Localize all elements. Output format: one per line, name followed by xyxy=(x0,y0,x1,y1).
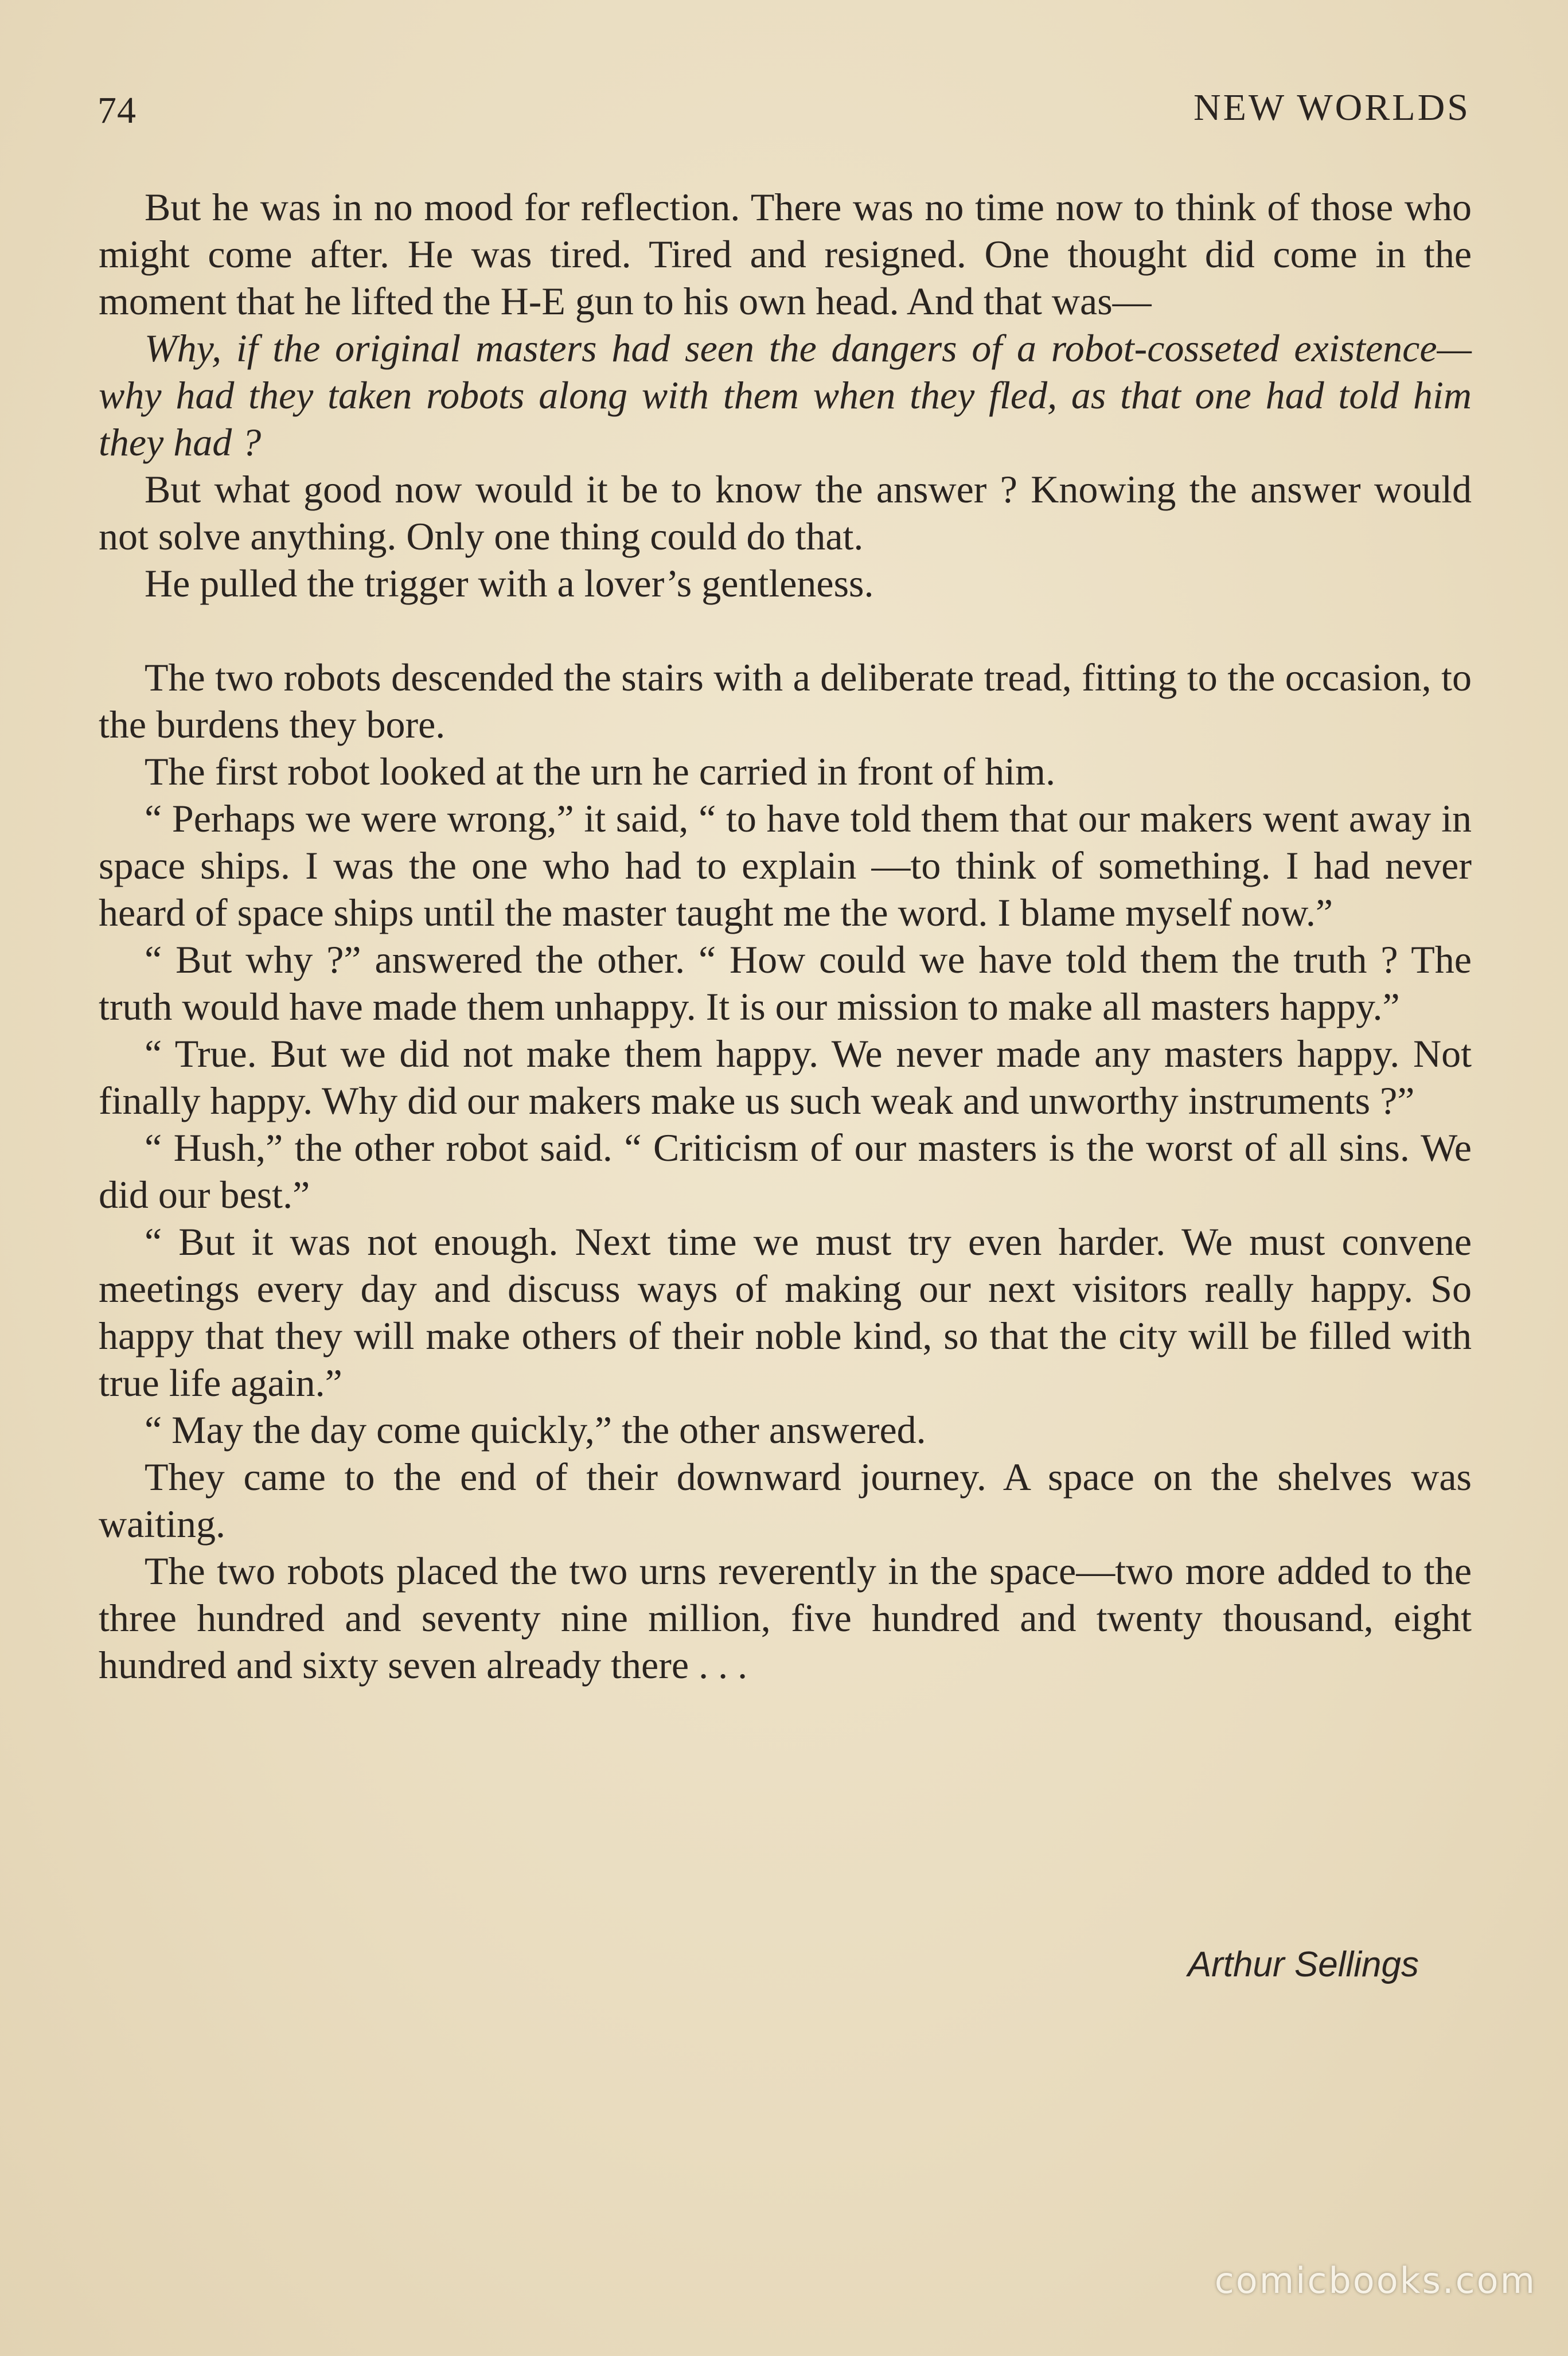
paragraph: But what good now would it be to know the answer ? Knowing the answer would not solve anything. Only one thing could do that. xyxy=(99,467,1472,558)
paragraph: “ But it was not enough. Next time we must try even harder. We must convene meetings every day and discuss ways of making our next visitors really happy. So happy that they will make others of their noble kind, so that the city will be filled with true life again.” xyxy=(99,1220,1472,1405)
paragraph: The first robot looked at the urn he carried in front of him. xyxy=(145,750,1056,793)
paragraph: “ But why ?” answered the other. “ How could we have told them the truth ? The truth would have made them unhappy. It is our mission to make all masters happy.” xyxy=(99,938,1472,1028)
paragraph: “ May the day come quickly,” the other answered. xyxy=(145,1408,926,1452)
paragraph: He pulled the trigger with a lover’s gentleness. xyxy=(145,561,874,605)
paragraph: Why, if the original masters had seen the dangers of a robot-cosseted existence—why had they taken robots along with them when they fled, as that one had told him they had ? xyxy=(99,326,1472,464)
watermark: comicbooks.com xyxy=(1214,2260,1536,2302)
paragraph: The two robots placed the two urns reverently in the space—two more added to the three hundred and seventy nine million, five hundred and twenty thousand, eight hundred and sixty seven already there . . . xyxy=(99,1549,1472,1687)
page-number: 74 xyxy=(97,89,136,131)
paragraph: But he was in no mood for reflection. There was no time now to think of those who might come after. He was tired. Tired and resigned. One thought did come in the moment that he lifted the H-E gun to his own head. And that was— xyxy=(99,185,1472,323)
body-text xyxy=(99,184,1472,1688)
paragraph: They came to the end of their downward journey. A space on the shelves was waiting. xyxy=(99,1455,1472,1546)
author-signature: Arthur Sellings xyxy=(1187,1945,1419,1984)
paragraph: “ True. But we did not make them happy. We never made any masters happy. Not finally happy. Why did our makers make us such weak and unworthy instruments ?” xyxy=(99,1032,1472,1122)
paragraph: “ Perhaps we were wrong,” it said, “ to have told them that our makers went away in space ships. I was the one who had to explain —to think of something. I had never heard of space ships until the master taught me the word. I blame myself now.” xyxy=(99,797,1472,934)
running-head: NEW WORLDS xyxy=(1193,87,1471,128)
paragraph: The two robots descended the stairs with a deliberate tread, fitting to the occasion, to the burdens they bore. xyxy=(99,656,1472,746)
paragraph: “ Hush,” the other robot said. “ Criticism of our masters is the worst of all sins. We did our best.” xyxy=(99,1126,1472,1216)
